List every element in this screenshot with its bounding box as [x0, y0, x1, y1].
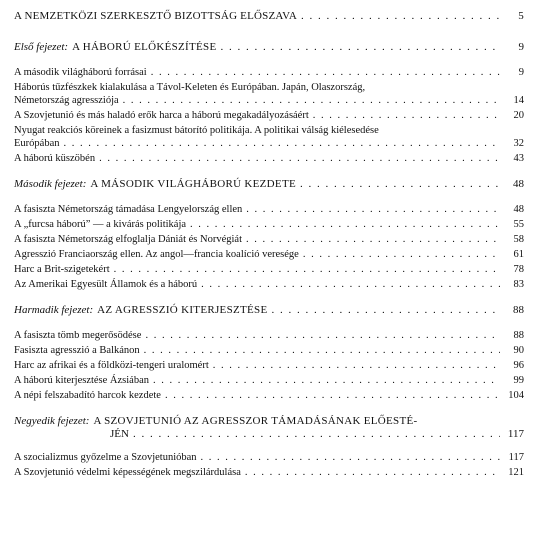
dot-leader [201, 278, 500, 291]
page-number: 117 [507, 428, 524, 440]
toc-entry [14, 389, 524, 402]
entry-title: A második világháború forrásai [14, 67, 147, 78]
toc-entry [14, 218, 524, 231]
dot-leader [213, 359, 500, 372]
page-number: 43 [513, 153, 524, 164]
page-number: 55 [513, 219, 524, 230]
toc-entry [14, 81, 524, 107]
page-number: 32 [513, 138, 524, 149]
dot-leader [63, 137, 500, 150]
page-number: 14 [513, 95, 524, 106]
chapter-heading [14, 41, 524, 54]
page-number: 99 [513, 375, 524, 386]
page-number: 96 [513, 360, 524, 371]
chapter-title: A HÁBORÚ ELŐKÉSZÍTÉSE [72, 41, 217, 53]
page-number: 83 [513, 279, 524, 290]
toc-entry [14, 329, 524, 342]
toc-entry [14, 344, 524, 357]
chapter-heading [14, 178, 524, 191]
dot-leader [221, 41, 501, 54]
toc-entry [14, 109, 524, 122]
chapter-title-line: JÉN [110, 428, 129, 440]
chapter-section-2 [14, 178, 524, 291]
entry-title-line: Nyugat reakciós köreinek a fasizmust bátorító politikája. A politikai válság kiélesedése [14, 125, 379, 136]
entry-title: A népi felszabadító harcok kezdete [14, 390, 161, 401]
toc-entry [14, 451, 524, 464]
dot-leader [313, 109, 500, 122]
entry-title: Harc az afrikai és a földközi-tengeri uralomért [14, 360, 209, 371]
dot-leader [245, 466, 500, 479]
chapter-label: Negyedik fejezet: [14, 415, 90, 427]
toc-entry [14, 263, 524, 276]
page-number: 20 [513, 110, 524, 121]
entry-title: A Szovjetunió védelmi képességének megszilárdulása [14, 467, 241, 478]
entry-title-line: Háborús tűzfészkek kialakulása a Távol-Keleten és Európában. Japán, Olaszország, [14, 82, 366, 93]
page-number: 90 [513, 345, 524, 356]
foreword-entry [14, 10, 524, 23]
toc-entry [14, 124, 524, 150]
dot-leader [201, 451, 500, 464]
toc-entry [14, 374, 524, 387]
dot-leader [151, 66, 500, 79]
chapter-title: A MÁSODIK VILÁGHÁBORÚ KEZDETE [90, 178, 296, 190]
entry-title: A fasiszta Németország elfoglalja Dániát és Norvégiát [14, 234, 242, 245]
page-number: 88 [513, 304, 524, 316]
page-number: 78 [513, 264, 524, 275]
chapter-section-4 [14, 415, 524, 479]
page-number: 104 [508, 390, 524, 401]
entry-title: A háború küszöbén [14, 153, 96, 164]
page-number: 117 [508, 452, 524, 463]
dot-leader [303, 248, 500, 261]
chapter-label: Első fejezet: [14, 41, 69, 53]
chapter-title: AZ AGRESSZIÓ KITERJESZTÉSE [97, 304, 268, 316]
dot-leader [300, 178, 500, 191]
entry-title: A fasiszta Németország támadása Lengyelország ellen [14, 204, 243, 215]
toc-entry [14, 203, 524, 216]
entry-title: Harc a Brit-szigetekért [14, 264, 110, 275]
dot-leader [144, 344, 500, 357]
entry-title: A szocializmus győzelme a Szovjetunióban [14, 452, 197, 463]
dot-leader [123, 94, 500, 107]
page-number: 61 [513, 249, 524, 260]
toc-entry [14, 248, 524, 261]
dot-leader [165, 389, 500, 402]
page-number: 58 [513, 234, 524, 245]
dot-leader [153, 374, 500, 387]
chapter-label: Harmadik fejezet: [14, 304, 94, 316]
entry-title: A „furcsa háború” — a kivárás politikája [14, 219, 187, 230]
dot-leader [301, 10, 500, 23]
toc-entry [14, 278, 524, 291]
dot-leader [145, 329, 500, 342]
entry-title: Az Amerikai Egyesült Államok és a háború [14, 279, 198, 290]
toc-entry [14, 359, 524, 372]
page-number: 5 [518, 10, 524, 22]
page-number: 9 [518, 67, 524, 78]
chapter-section-1 [14, 41, 524, 165]
entry-title: A háború kiterjesztése Ázsiában [14, 375, 149, 386]
table-of-contents [14, 10, 524, 492]
page-number: 48 [513, 204, 524, 215]
page-number: 121 [508, 467, 524, 478]
chapter-heading [14, 415, 524, 441]
entry-title: A Szovjetunió és más haladó erők harca a háború megakadályozásáért [14, 110, 309, 121]
foreword-title: A NEMZETKÖZI SZERKESZTŐ BIZOTTSÁG ELŐSZAVA [14, 10, 297, 22]
page-number: 88 [513, 330, 524, 341]
chapter-title-line: A SZOVJETUNIÓ AZ AGRESSZOR TÁMADÁSÁNAK ELŐESTÉ- [93, 415, 418, 427]
toc-entry [14, 466, 524, 479]
dot-leader [190, 218, 500, 231]
entry-title: Fasiszta agresszió a Balkánon [14, 345, 140, 356]
page-number: 9 [518, 41, 524, 53]
chapter-label: Második fejezet: [14, 178, 87, 190]
dot-leader [114, 263, 500, 276]
entry-title-line: Németország agressziója [14, 95, 119, 106]
toc-entry [14, 152, 524, 165]
page-number: 48 [513, 178, 524, 190]
dot-leader [133, 428, 500, 441]
dot-leader [99, 152, 500, 165]
entry-title-line: Európában [14, 138, 60, 149]
dot-leader [246, 203, 500, 216]
chapter-section-3 [14, 304, 524, 402]
entry-title: Agresszió Franciaország ellen. Az angol—francia koalíció veresége [14, 249, 299, 260]
entry-title: A fasiszta tömb megerősödése [14, 330, 142, 341]
toc-entry [14, 233, 524, 246]
dot-leader [271, 304, 500, 317]
dot-leader [246, 233, 500, 246]
chapter-heading [14, 304, 524, 317]
toc-entry [14, 66, 524, 79]
